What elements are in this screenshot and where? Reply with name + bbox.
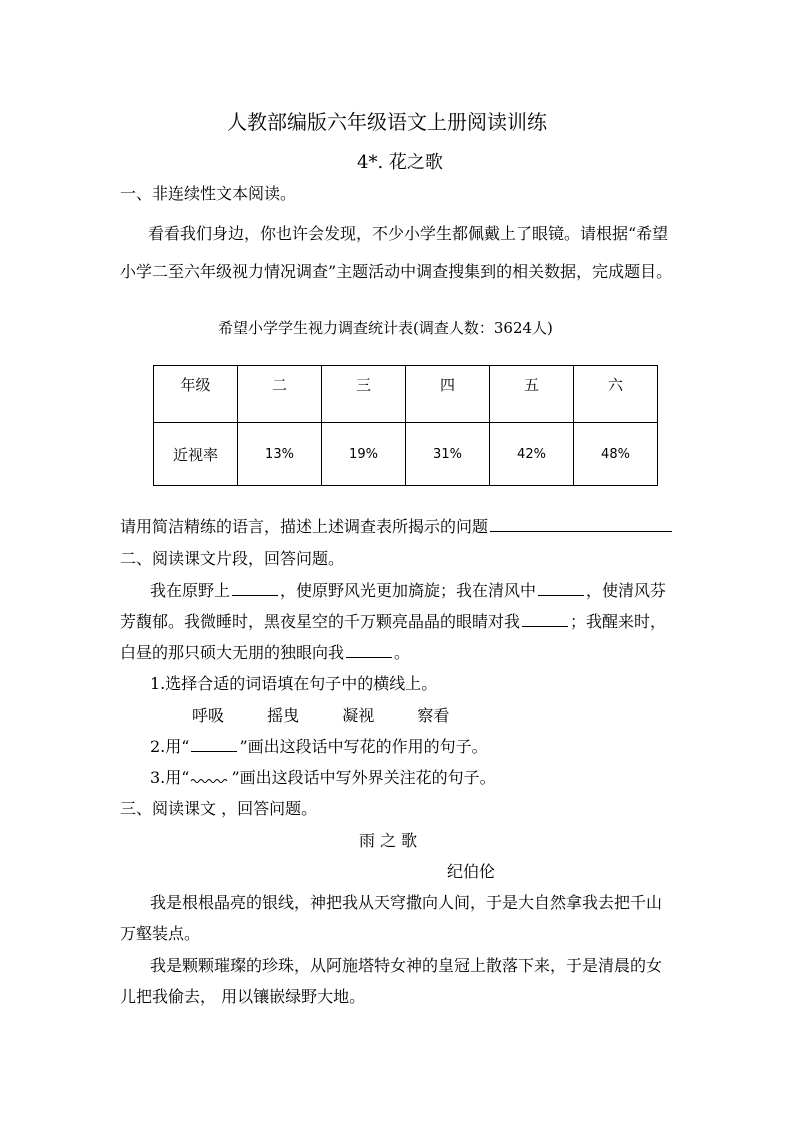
- question-1: 1.选择合适的词语填在句子中的横线上。: [150, 674, 438, 693]
- poem-p1-line2: 万壑装点。: [120, 924, 201, 943]
- document-title: 人教部编版六年级语文上册阅读训练: [227, 110, 547, 134]
- lesson-title: 4*. 花之歌: [357, 152, 443, 173]
- passage-line2: [120, 609, 666, 632]
- poem-p2-line2: 儿把我偷去， 用以镶嵌绿野大地。: [120, 987, 366, 1006]
- table-cell: 31%: [406, 423, 490, 486]
- table-cell-header-grade: 年级: [154, 366, 238, 423]
- passage-line3: [120, 640, 410, 663]
- word-option: 察看: [417, 706, 450, 725]
- passage-text: 白昼的那只硕大无朋的独眼向我: [120, 643, 345, 662]
- straight-underline-symbol: [191, 735, 237, 752]
- poem-p2-line1: 我是颗颗璀璨的珍珠，从阿施塔特女神的皇冠上散落下来，于是清晨的女: [150, 956, 663, 975]
- table-cell: 二: [238, 366, 322, 423]
- poem-author: 纪伯伦: [447, 862, 496, 881]
- section1-intro-line1: 看看我们身边，你也许会发现，不少小学生都佩戴上了眼镜。请根据“希望: [148, 224, 669, 243]
- table-cell: 三: [322, 366, 406, 423]
- table-row-myopia-rate: [154, 423, 658, 486]
- passage-line1: [150, 578, 666, 601]
- table-row-grade: [154, 366, 658, 423]
- question-text: ”画出这段话中写花的作用的句子。: [239, 737, 488, 756]
- question-text: ”画出这段话中写外界关注花的句子。: [231, 768, 496, 787]
- question-2: [150, 734, 488, 757]
- fill-blank-3[interactable]: [522, 610, 568, 627]
- table-cell: 48%: [574, 423, 658, 486]
- word-option: 摇曳: [267, 706, 300, 725]
- fill-blank-1[interactable]: [232, 579, 278, 596]
- answer-blank[interactable]: [490, 515, 672, 532]
- table-cell-header-myopia: 近视率: [154, 423, 238, 486]
- section1-question: [120, 514, 674, 537]
- vision-survey-table: [153, 365, 658, 486]
- passage-text: ，使清风芬: [586, 581, 667, 600]
- passage-text: 。: [394, 643, 411, 662]
- poem-title: 雨 之 歌: [359, 831, 418, 850]
- table-cell: 13%: [238, 423, 322, 486]
- passage-text: 我在原野上: [150, 581, 231, 600]
- word-option: 呼吸: [192, 706, 225, 725]
- passage-text: ，使原野风光更加旖旋；我在清风中: [280, 581, 537, 600]
- section1-heading: 一、非连续性文本阅读。: [120, 184, 297, 203]
- table-cell: 19%: [322, 423, 406, 486]
- table-cell: 六: [574, 366, 658, 423]
- passage-text: 芳馥郁。我微睡时，黑夜星空的千万颗亮晶晶的眼睛对我: [120, 612, 521, 631]
- passage-text: ；我醒来时，: [570, 612, 667, 631]
- word-options: [192, 703, 487, 726]
- fill-blank-4[interactable]: [346, 641, 392, 658]
- table-cell: 五: [490, 366, 574, 423]
- section1-intro-line2: 小学二至六年级视力情况调查”主题活动中调查搜集到的相关数据，完成题目。: [120, 262, 673, 281]
- question-text: 3.用“: [150, 768, 190, 787]
- poem-p1-line1: 我是根根晶亮的银线，神把我从天穹撒向人间，于是大自然拿我去把千山: [150, 893, 663, 912]
- table-caption: 希望小学学生视力调查统计表(调查人数：3624人): [218, 319, 553, 337]
- table-cell: 四: [406, 366, 490, 423]
- section3-heading: 三、阅读课文 ，回答问题。: [120, 799, 318, 818]
- question-text: 2.用“: [150, 737, 190, 756]
- wavy-underline-symbol: [190, 771, 230, 783]
- fill-blank-2[interactable]: [538, 579, 584, 596]
- section2-heading: 二、阅读课文片段，回答问题。: [120, 549, 345, 568]
- question-text: 请用简洁精练的语言，描述上述调查表所揭示的问题: [120, 517, 489, 536]
- question-3: [150, 765, 496, 788]
- table-cell: 42%: [490, 423, 574, 486]
- word-option: 凝视: [342, 706, 375, 725]
